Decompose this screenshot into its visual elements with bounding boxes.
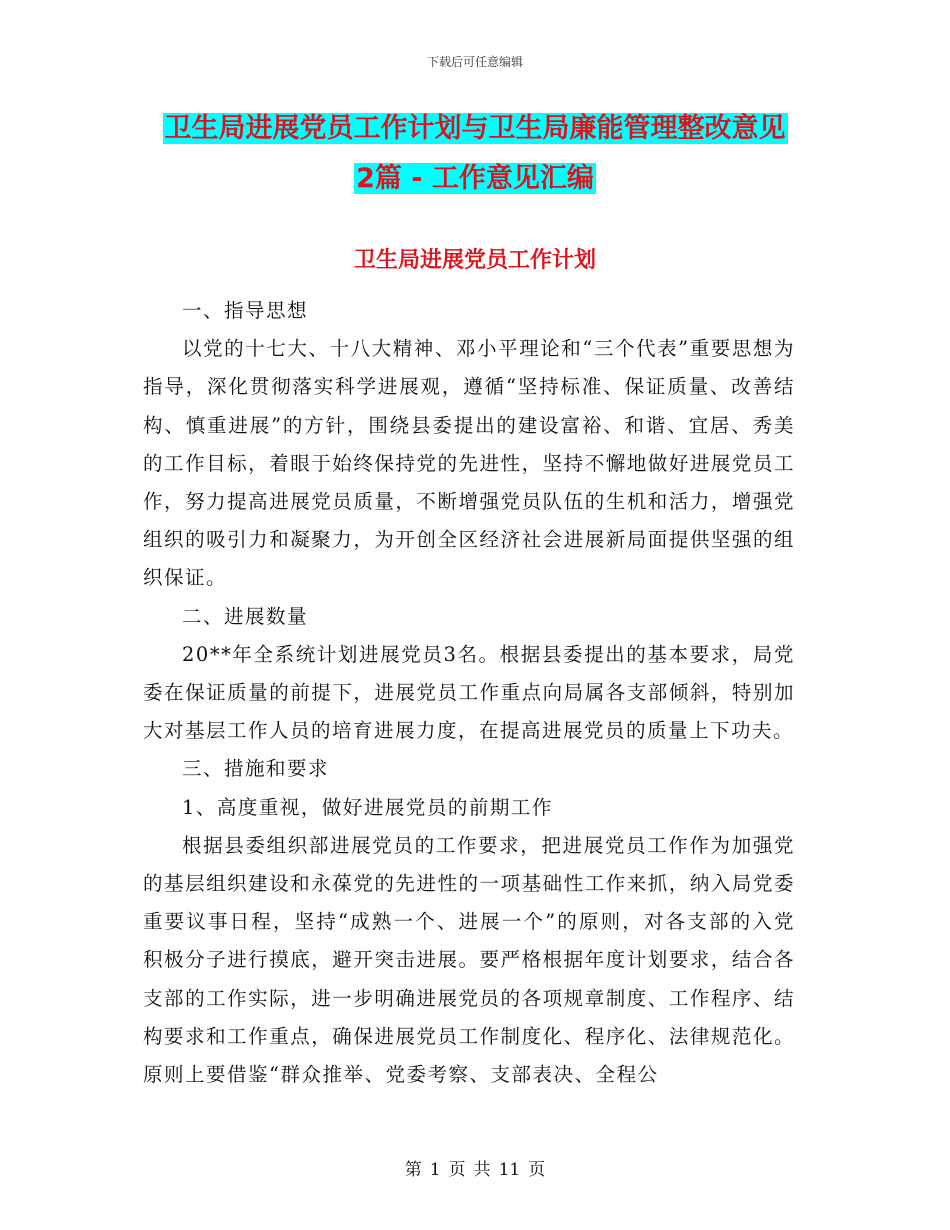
title-highlight-1: 卫生局进展党员工作计划与卫生局廉能管理整改意见 bbox=[164, 113, 786, 144]
heading-guiding-ideology: 一、指导思想 bbox=[182, 299, 309, 322]
subheading-measure-1: 1、高度重视，做好进展党员的前期工作 bbox=[182, 795, 553, 819]
paragraph-development-quantity: 20**年全系统计划进展党员3名。根据县委提出的基本要求，局党委在保证质量的前提下，进展党员工作重点向局属各支部倾斜，特别加大对基层工作人员的培育进展力度，在提高进展党员的质量上下功夫。 bbox=[143, 642, 795, 743]
footer-label-ye2: 页 bbox=[528, 1160, 546, 1180]
heading-measures: 三、措施和要求 bbox=[182, 757, 330, 781]
footer-page-current: 1 bbox=[429, 1160, 441, 1180]
footer-label-gong: 共 bbox=[473, 1160, 491, 1180]
footer-label-di: 第 bbox=[404, 1160, 422, 1180]
document-title bbox=[0, 104, 950, 204]
paragraph-measure-1: 根据县委组织部进展党员的工作要求，把进展党员工作作为加强党的基层组织建设和永葆党的先进性的一项基础性工作来抓，纳入局党委重要议事日程，坚持“成熟一个、进展一个”的原则，对各支部的入党积极分子进行摸底，避开突击进展。要严格根据年度计划要求，结合各支部的工作实际，进一步明确进展党员的各项规章制度、工作程序、结构要求和工作重点，确保进展党员工作制度化、程序化、法律规范化。原则上要借鉴“群众推举、党委考察、支部表决、全程公 bbox=[143, 833, 795, 1087]
page-footer bbox=[0, 1155, 950, 1180]
title-highlight-2: 2篇 - 工作意见汇编 bbox=[356, 163, 594, 194]
footer-label-ye: 页 bbox=[448, 1160, 466, 1180]
header-note: 下载后可任意编辑 bbox=[426, 55, 523, 69]
section-title: 卫生局进展党员工作计划 bbox=[353, 248, 596, 273]
footer-page-total: 11 bbox=[498, 1160, 521, 1180]
document-title-line-1 bbox=[0, 104, 950, 154]
document-body bbox=[143, 292, 795, 1094]
heading-development-quantity: 二、进展数量 bbox=[182, 604, 309, 628]
document-title-line-2 bbox=[0, 154, 950, 204]
paragraph-guiding-ideology: 以党的十七大、十八大精神、邓小平理论和“三个代表”重要思想为指导，深化贯彻落实科学进展观，遵循“坚持标准、保证质量、改善结构、慎重进展”的方针，围绕县委提出的建设富裕、和谐、宜居、秀美的工作目标，着眼于始终保持党的先进性，坚持不懈地做好进展党员工作，努力提高进展党员质量，不断增强党员队伍的生机和活力，增强党组织的吸引力和凝聚力，为开创全区经济社会进展新局面提供坚强的组织保证。 bbox=[143, 337, 795, 590]
